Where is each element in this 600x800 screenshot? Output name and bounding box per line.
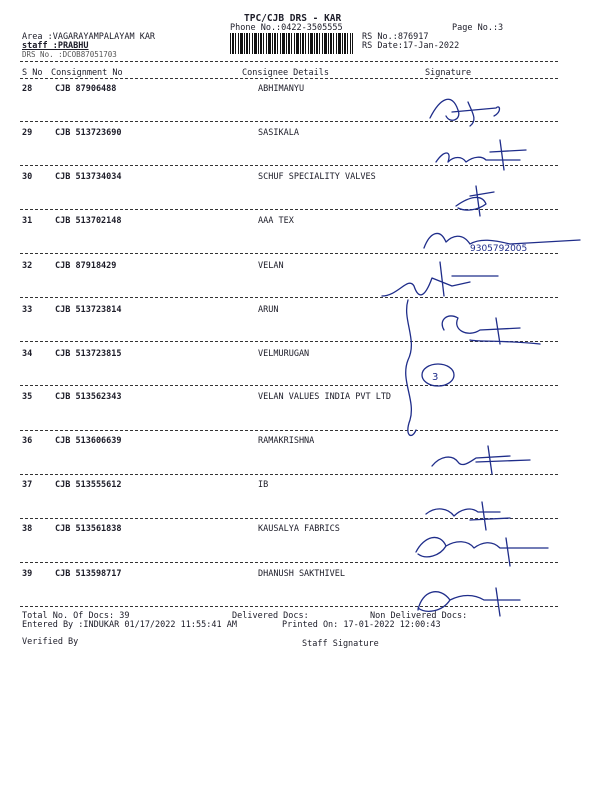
- handwritten-number: 9305792005: [470, 244, 528, 254]
- signature-33: [442, 316, 540, 344]
- row-consignee: VELAN: [258, 261, 284, 271]
- col-sno: S No: [22, 68, 43, 78]
- row-consignment: CJB 87918429: [55, 261, 117, 271]
- signature-38: [416, 537, 548, 566]
- circled-number-text: 3: [432, 372, 439, 383]
- row-sno: 33: [22, 305, 33, 315]
- row-consignee: SCHUF SPECIALITY VALVES: [258, 172, 376, 182]
- row-consignee: VELMURUGAN: [258, 349, 310, 359]
- row-sno: 28: [22, 84, 33, 94]
- non-delivered-docs: Non Delivered Docs:: [370, 611, 468, 621]
- page-number: Page No.:3: [452, 23, 504, 33]
- row-consignment: CJB 513562343: [55, 392, 122, 402]
- entered-by: Entered By :INDUKAR 01/17/2022 11:55:41 AM: [22, 620, 237, 630]
- row-consignment: CJB 87906488: [55, 84, 117, 94]
- row-consignee: RAMAKRISHNA: [258, 436, 315, 446]
- row-consignment: CJB 513702148: [55, 216, 122, 226]
- phone-number: Phone No.:0422-3505555: [230, 23, 343, 33]
- row-consignment: CJB 513723690: [55, 128, 122, 138]
- row-sno: 37: [22, 480, 33, 490]
- row-sno: 35: [22, 392, 33, 402]
- row-consignee: VELAN VALUES INDIA PVT LTD: [258, 392, 392, 402]
- row-consignment: CJB 513598717: [55, 569, 122, 579]
- row-consignee: ABHIMANYU: [258, 84, 305, 94]
- col-consignment: Consignment No: [51, 68, 123, 78]
- signature-32: [382, 262, 498, 296]
- row-consignee: DHANUSH SAKTHIVEL: [258, 569, 345, 579]
- row-sno: 34: [22, 349, 33, 359]
- row-consignee: ARUN: [258, 305, 279, 315]
- row-consignment: CJB 513606639: [55, 436, 122, 446]
- report-title: TPC/CJB DRS - KAR: [244, 13, 342, 24]
- row-consignment: CJB 513561838: [55, 524, 122, 534]
- delivered-docs: Delivered Docs:: [232, 611, 309, 621]
- row-consignment: CJB 513723814: [55, 305, 122, 315]
- row-sno: 36: [22, 436, 33, 446]
- row-consignee: IB: [258, 480, 269, 490]
- row-sno: 38: [22, 524, 33, 534]
- row-consignment: CJB 513723815: [55, 349, 122, 359]
- bracket-line: [406, 300, 416, 435]
- row-consignment: CJB 513734034: [55, 172, 122, 182]
- rs-date: RS Date:17-Jan-2022: [362, 41, 460, 51]
- row-consignment: CJB 513555612: [55, 480, 122, 490]
- signature-28: [430, 99, 500, 126]
- row-consignee: AAA TEX: [258, 216, 294, 226]
- col-signature: Signature: [425, 68, 472, 78]
- printed-on: Printed On: 17-01-2022 12:00:43: [282, 620, 441, 630]
- signature-30: [456, 186, 494, 216]
- total-docs: Total No. Of Docs: 39: [22, 611, 130, 621]
- staff-label: staff :PRABHU: [22, 41, 89, 51]
- signature-29: [436, 140, 526, 170]
- rs-number: RS No.:876917: [362, 32, 429, 42]
- drs-number: DRS No. :DCOB87051703: [22, 50, 117, 59]
- row-sno: 30: [22, 172, 33, 182]
- signature-37: [426, 502, 510, 530]
- row-sno: 32: [22, 261, 33, 271]
- col-consignee: Consignee Details: [242, 68, 329, 78]
- row-sno: 29: [22, 128, 33, 138]
- row-sno: 39: [22, 569, 33, 579]
- area-label: Area :VAGARAYAMPALAYAM KAR: [22, 32, 156, 42]
- row-consignee: SASIKALA: [258, 128, 299, 138]
- row-sno: 31: [22, 216, 33, 226]
- staff-signature: Staff Signature: [302, 639, 379, 649]
- verified-by: Verified By: [22, 637, 79, 647]
- row-consignee: KAUSALYA FABRICS: [258, 524, 340, 534]
- signature-36: [432, 446, 530, 474]
